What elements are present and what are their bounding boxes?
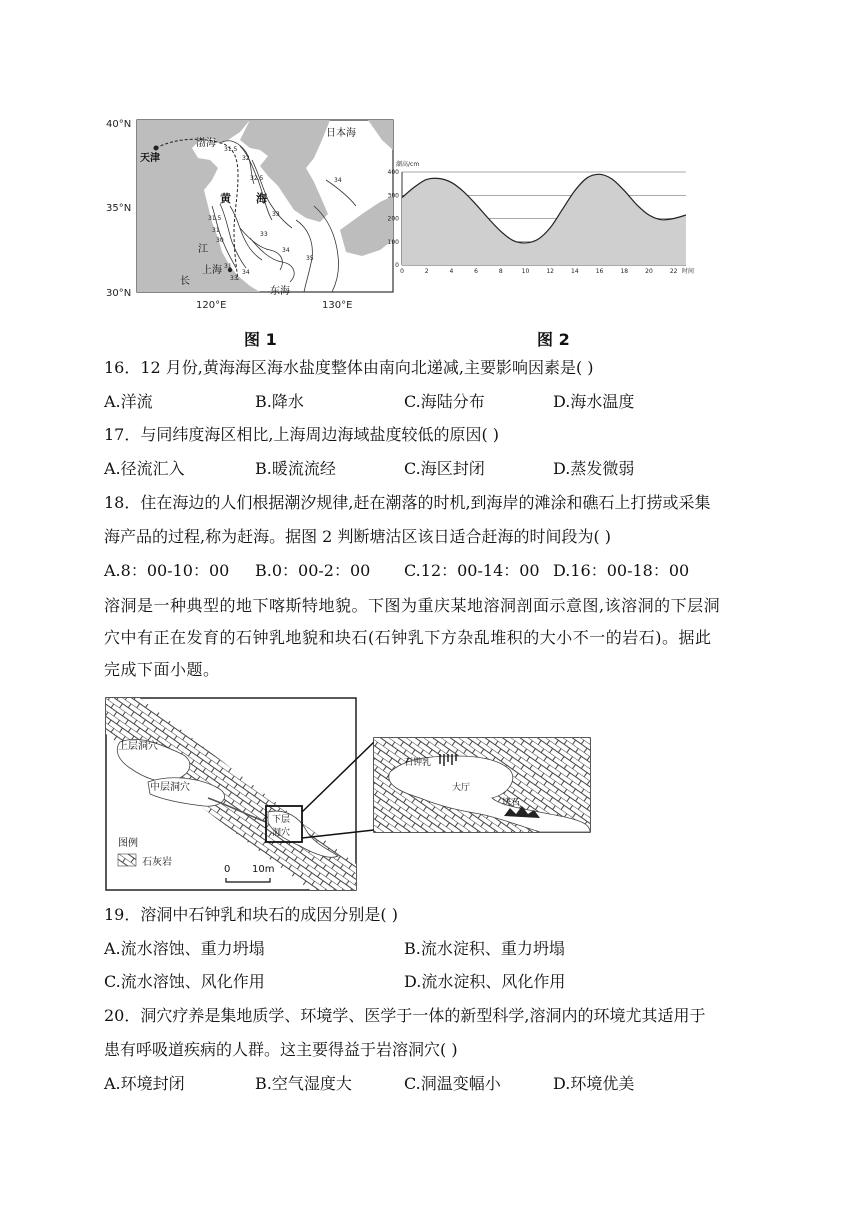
intro-line3: 完成下面小题。 (104, 660, 220, 679)
x-tick-label: 12 (546, 268, 554, 275)
q18-option-b[interactable]: B.0：00-2：00 (255, 561, 371, 580)
figure3-cave-diagram (100, 694, 620, 894)
q18-option-c[interactable]: C.12：00-14：00 (404, 561, 540, 580)
iso-label: 33 (230, 275, 238, 282)
q18-option-a[interactable]: A.8：00-10：00 (104, 561, 230, 580)
lat-30: 30°N (106, 288, 132, 299)
iso-label: 30 (216, 237, 224, 244)
y-tick-label: 400 (387, 169, 399, 176)
place-tianjin: 天津 (140, 153, 160, 164)
q20-stem-line2: 患有呼吸道疾病的人群。这主要得益于岩溶洞穴( ) (104, 1040, 458, 1059)
intro-line2: 穴中有正在发育的石钟乳地貌和块石(石钟乳下方杂乱堆积的大小不一的岩石)。据此 (104, 628, 712, 647)
y-tick-label: 300 (387, 192, 399, 200)
q20-option-b[interactable]: B.空气湿度大 (255, 1074, 352, 1093)
x-tick-label: 2 (424, 268, 429, 275)
iso-label: 33 (260, 231, 268, 238)
x-tick-label: 22 (669, 268, 678, 275)
q16-option-c[interactable]: C.海陆分布 (404, 392, 485, 411)
y-tick-label: 100 (387, 238, 399, 246)
q17-option-c[interactable]: C.海区封闭 (404, 459, 485, 478)
x-tick-label: 20 (645, 268, 653, 275)
q20-option-d[interactable]: D.环境优美 (553, 1074, 635, 1093)
q18-stem-line1: 18．住在海边的人们根据潮汐规律,赶在潮落的时机,到海岸的滩涂和礁石上打捞或采集 (104, 493, 711, 512)
legend-title: 图例 (118, 838, 138, 849)
figure1-map (100, 110, 400, 310)
iso-label: 31 (212, 227, 220, 234)
legend-item: 石灰岩 (142, 857, 172, 868)
q19-stem: 19．溶洞中石钟乳和块石的成因分别是( ) (104, 905, 398, 924)
y-tick-label: 0 (395, 262, 399, 269)
label-stalactite: 石钟乳 (404, 758, 432, 768)
place-jiang: 江 (198, 244, 208, 255)
q16-option-a[interactable]: A.洋流 (104, 392, 153, 411)
q17-option-a[interactable]: A.径流汇入 (104, 459, 185, 478)
iso-label: 31 (224, 263, 232, 270)
iso-label: 34 (282, 247, 290, 254)
q20-option-c[interactable]: C.洞温变幅小 (404, 1074, 501, 1093)
label-lower-cave-1: 下层 (272, 815, 291, 825)
y-tick-label: 200 (387, 215, 399, 223)
scale-zero: 0 (224, 864, 231, 875)
iso-label: 31.5 (224, 146, 238, 153)
place-huang: 黄 (220, 192, 231, 205)
lat-40: 40°N (106, 119, 132, 130)
q16-stem: 16．12 月份,黄海海区海水盐度整体由南向北递减,主要影响因素是( ) (104, 358, 594, 377)
figure2-tide-chart (368, 150, 698, 280)
label-upper-cave: 上层洞穴 (118, 741, 158, 752)
x-tick-label: 18 (620, 268, 629, 275)
q17-option-d[interactable]: D.蒸发微弱 (553, 459, 635, 478)
label-middle-cave: 中层洞穴 (150, 782, 190, 793)
x-tick-label: 16 (595, 268, 604, 275)
y-axis-label: 潮高/cm (396, 161, 420, 168)
place-hai: 海 (256, 192, 267, 205)
figure2-caption: 图 2 (537, 330, 570, 349)
iso-label: 35 (306, 255, 314, 262)
iso-label: 34 (242, 269, 250, 276)
q16-option-b[interactable]: B.降水 (255, 392, 304, 411)
q18-stem-line2: 海产品的过程,称为赶海。据图 2 判断塘沽区该日适合赶海的时间段为( ) (104, 527, 612, 546)
label-lower-cave-2: 洞穴 (272, 828, 291, 838)
x-tick-label: 6 (474, 268, 479, 275)
q16-option-d[interactable]: D.海水温度 (553, 392, 635, 411)
iso-label: 32 (242, 155, 250, 162)
x-tick-label: 4 (449, 268, 454, 275)
figure1-caption: 图 1 (244, 330, 277, 349)
place-donghai: 东海 (270, 286, 290, 297)
place-bohai: 渤海 (196, 138, 216, 149)
legend-swatch (118, 854, 136, 866)
place-japan-sea: 日本海 (326, 128, 356, 139)
x-axis-label: 时间 (682, 268, 695, 275)
x-tick-label: 10 (521, 268, 530, 275)
q19-option-d[interactable]: D.流水淀积、风化作用 (404, 972, 566, 991)
q17-option-b[interactable]: B.暖流流经 (255, 459, 336, 478)
scale-10m: 10m (252, 864, 275, 875)
x-tick-label: 0 (400, 268, 404, 275)
tide-area (402, 174, 686, 265)
iso-label: 33 (272, 211, 280, 218)
place-shanghai: 上海 (202, 265, 222, 276)
place-chang: 长 (180, 276, 190, 287)
label-hall: 大厅 (452, 783, 471, 793)
x-tick-label: 14 (571, 268, 579, 275)
intro-line1: 溶洞是一种典型的地下喀斯特地貌。下图为重庆某地溶洞剖面示意图,该溶洞的下层洞 (104, 596, 721, 615)
iso-label: 34 (334, 177, 342, 184)
q19-option-c[interactable]: C.流水溶蚀、风化作用 (104, 972, 265, 991)
q20-stem-line1: 20．洞穴疗养是集地质学、环境学、医学于一体的新型科学,溶洞内的环境尤其适用于 (104, 1006, 706, 1025)
x-tick-label: 8 (498, 268, 503, 275)
q19-option-b[interactable]: B.流水淀积、重力坍塌 (404, 939, 565, 958)
q17-stem: 17．与同纬度海区相比,上海周边海域盐度较低的原因( ) (104, 425, 500, 444)
iso-label: 31.5 (208, 215, 222, 222)
q20-option-a[interactable]: A.环境封闭 (104, 1074, 185, 1093)
lat-35: 35°N (106, 203, 132, 214)
q18-option-d[interactable]: D.16：00-18：00 (553, 561, 690, 580)
label-block: 块石 (502, 798, 521, 808)
lon-130: 130°E (322, 300, 353, 310)
q19-option-a[interactable]: A.流水溶蚀、重力坍塌 (104, 939, 265, 958)
lon-120: 120°E (196, 300, 227, 310)
iso-label: 32.5 (250, 175, 264, 182)
